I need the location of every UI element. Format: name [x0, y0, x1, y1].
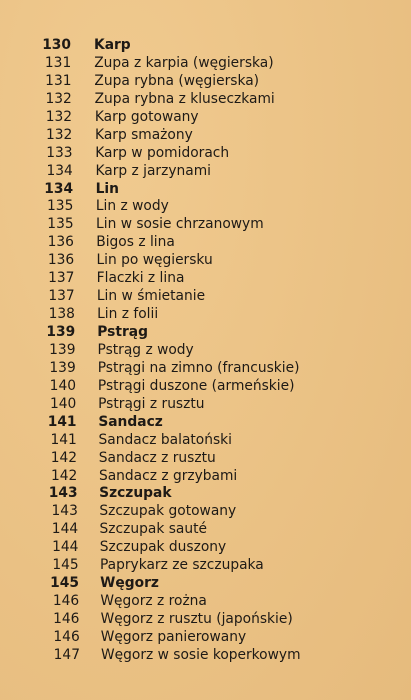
recipe-title: Pstrąg z wody [97, 341, 194, 358]
recipe-title: Sandacz balatoński [98, 431, 233, 448]
page-number: 134 [44, 180, 74, 197]
recipe-row [0, 109, 411, 127]
recipe-row [0, 593, 411, 611]
recipe-row [0, 252, 411, 270]
recipe-row [0, 503, 411, 521]
recipe-title: Pstrągi z rusztu [98, 395, 205, 412]
page-number: 146 [53, 611, 80, 627]
page-number: 140 [49, 377, 77, 394]
page-number: 144 [51, 521, 79, 538]
recipe-title: Lin w sosie chrzanowym [96, 216, 264, 233]
page-number: 133 [46, 144, 73, 161]
recipe-row [0, 378, 411, 396]
recipe-row [0, 91, 411, 109]
recipe-row [0, 647, 411, 665]
recipe-title: Flaczki z lina [96, 270, 185, 287]
page-number: 130 [42, 37, 71, 53]
recipe-title: Zupa rybna (węgierska) [94, 72, 260, 89]
section-title: Sandacz [98, 413, 163, 430]
recipe-title: Sandacz z rusztu [98, 449, 216, 466]
page-number: 132 [45, 108, 73, 125]
page-number: 138 [48, 306, 75, 323]
page-number: 141 [50, 431, 77, 448]
section-title: Szczupak [99, 485, 172, 502]
recipe-title: Węgorz w sosie koperkowym [101, 646, 301, 663]
page-number: 146 [53, 628, 80, 645]
recipe-title: Paprykarz ze szczupaka [99, 557, 264, 574]
recipe-row [0, 468, 411, 486]
recipe-title: Pstrągi na zimno (francuskie) [97, 359, 300, 376]
recipe-title: Lin z folii [97, 306, 159, 323]
recipe-title: Lin po węgiersku [96, 252, 213, 269]
page-number: 142 [50, 449, 78, 466]
recipe-row [0, 306, 411, 324]
recipe-row [0, 198, 411, 216]
recipe-row [0, 145, 411, 163]
page-number: 146 [52, 593, 80, 610]
page-number: 131 [45, 72, 72, 89]
table-of-contents [0, 37, 411, 665]
page-number: 143 [48, 485, 78, 502]
page-number: 139 [49, 341, 76, 358]
recipe-title: Szczupak duszony [99, 539, 227, 556]
recipe-row [0, 73, 411, 91]
page-number: 139 [49, 359, 76, 376]
page-number: 136 [47, 252, 75, 269]
section-heading-row [0, 181, 411, 199]
recipe-title: Szczupak sauté [99, 521, 207, 538]
recipe-title: Węgorz panierowany [100, 628, 247, 645]
recipe-row [0, 342, 411, 360]
recipe-row [0, 216, 411, 234]
recipe-title: Węgorz z rożna [100, 593, 207, 610]
recipe-row [0, 360, 411, 378]
page-number: 140 [49, 395, 77, 412]
page-number: 139 [46, 324, 76, 340]
recipe-row [0, 539, 411, 557]
recipe-row [0, 521, 411, 539]
page-number: 135 [47, 198, 74, 215]
page-number: 132 [45, 126, 73, 143]
section-heading-row [0, 324, 411, 342]
recipe-row [0, 127, 411, 145]
recipe-title: Zupa z karpia (węgierska) [94, 54, 274, 71]
recipe-row [0, 557, 411, 575]
recipe-row [0, 234, 411, 252]
recipe-row [0, 270, 411, 288]
section-heading-row [0, 485, 411, 503]
page-number: 145 [50, 575, 79, 592]
recipe-row [0, 55, 411, 73]
page-number: 144 [52, 539, 79, 556]
recipe-title: Lin w śmietanie [96, 288, 206, 305]
page-number: 147 [53, 646, 80, 663]
recipe-title: Karp gotowany [94, 108, 199, 125]
recipe-title: Karp smażony [95, 126, 193, 143]
recipe-title: Karp w pomidorach [95, 144, 230, 161]
page-number: 141 [47, 413, 77, 430]
recipe-title: Zupa rybna z kluseczkami [94, 90, 275, 107]
recipe-row [0, 611, 411, 629]
recipe-row [0, 163, 411, 181]
recipe-row [0, 450, 411, 468]
recipe-row [0, 629, 411, 647]
section-heading-row [0, 37, 411, 55]
page-number: 145 [52, 557, 79, 574]
page-number: 131 [44, 54, 72, 71]
page-number: 132 [45, 90, 72, 107]
recipe-row [0, 396, 411, 414]
section-title: Lin [95, 180, 119, 197]
section-title: Pstrąg [97, 324, 148, 340]
section-title: Karp [94, 37, 131, 53]
recipe-title: Pstrągi duszone (armeńskie) [97, 377, 295, 394]
recipe-row [0, 432, 411, 450]
recipe-title: Karp z jarzynami [95, 162, 211, 179]
recipe-title: Sandacz z grzybami [98, 467, 238, 484]
page-number: 143 [51, 503, 78, 520]
section-title: Węgorz [100, 575, 159, 592]
page-number: 134 [46, 162, 73, 179]
section-heading-row [0, 575, 411, 593]
page-number: 142 [51, 467, 78, 484]
page-number: 136 [47, 234, 74, 251]
section-heading-row [0, 414, 411, 432]
recipe-title: Węgorz z rusztu (japońskie) [100, 611, 293, 627]
page-number: 137 [48, 270, 75, 287]
recipe-title: Bigos z lina [96, 234, 175, 251]
recipe-title: Szczupak gotowany [99, 503, 237, 520]
page-number: 135 [47, 216, 74, 233]
recipe-row [0, 288, 411, 306]
page-number: 137 [48, 288, 75, 305]
recipe-title: Lin z wody [95, 198, 169, 215]
